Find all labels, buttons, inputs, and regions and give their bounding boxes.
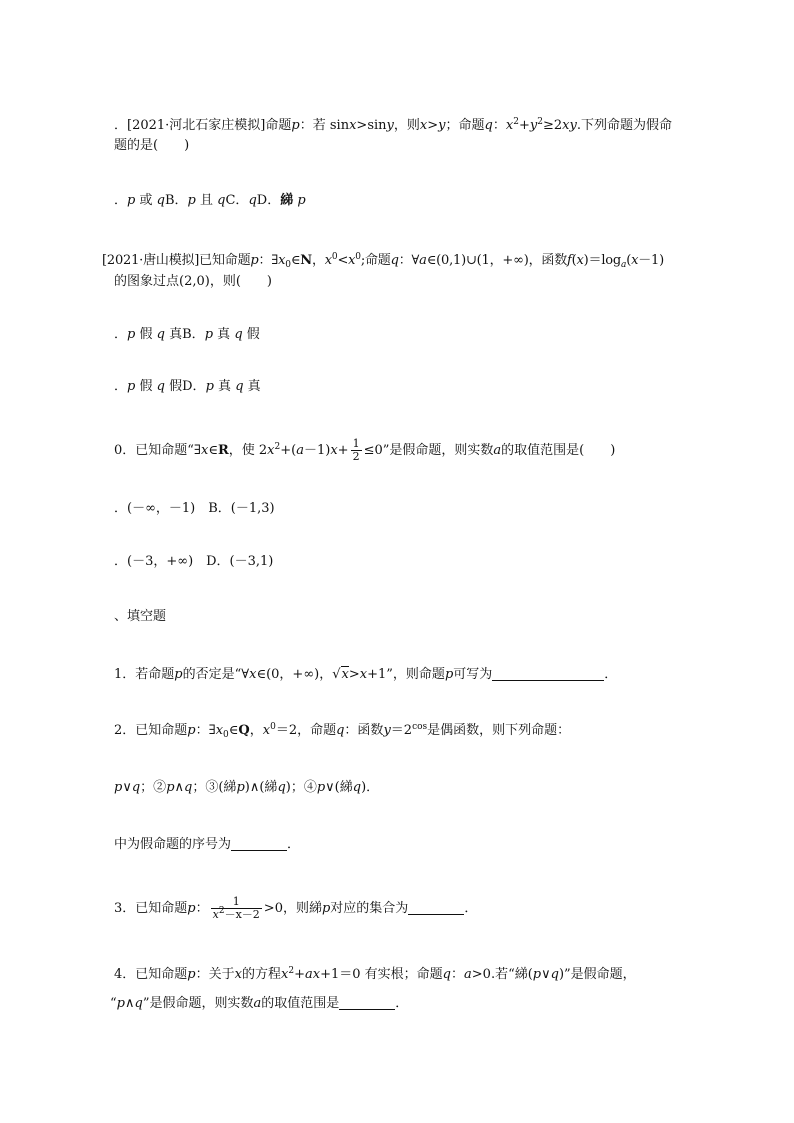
q13-text: 对应的集合为: [330, 901, 409, 916]
var-q: q: [134, 996, 143, 1011]
var-x: x: [281, 967, 289, 982]
var-q: q: [336, 723, 345, 738]
q9-option-b-label: B．: [182, 327, 205, 342]
var-q: q: [217, 193, 226, 208]
q14-text: 的取值范围是: [261, 996, 340, 1011]
sub-a: a: [621, 260, 627, 270]
fraction-denominator: 2: [352, 450, 360, 463]
q8-text: 或: [139, 193, 153, 208]
q12-text: ＝2: [390, 723, 413, 738]
q14-text: ：: [451, 967, 465, 982]
var-p: p: [444, 667, 454, 682]
q12-text: ＝2，命题: [275, 723, 337, 738]
q14-line2: [110, 995, 408, 1013]
q14-text: ∨: [541, 967, 551, 982]
q8-text: 题的是( ): [114, 138, 190, 153]
var-p: p: [250, 253, 259, 268]
var-p: p: [114, 780, 123, 795]
var-x: x: [419, 118, 428, 133]
var-q: q: [156, 379, 165, 394]
var-p: p: [204, 327, 214, 342]
fraction-denominator: [211, 906, 262, 921]
var-x: x: [215, 723, 224, 738]
q11-line: [114, 666, 617, 684]
var-x: x: [249, 667, 257, 682]
q11-number: 1．: [114, 667, 136, 682]
negation-symbol: 綈: [280, 193, 294, 208]
var-x: x: [200, 443, 209, 458]
q12-number: 2．: [114, 723, 136, 738]
var-p: p: [532, 967, 542, 982]
q11-text: 可写为: [453, 667, 493, 682]
q9-text: 假: [246, 327, 260, 342]
var-p: p: [187, 723, 196, 738]
var-p: p: [127, 193, 136, 208]
var-p: p: [127, 379, 136, 394]
var-a: a: [419, 253, 427, 268]
q14-text: ：关于: [195, 967, 235, 982]
q8-text: ：: [492, 118, 506, 133]
q12-text: )．: [361, 780, 380, 795]
q14-line1: [114, 966, 636, 984]
var-q: q: [184, 780, 193, 795]
q9-text: ∈(0,1)∪(1，+∞)，函数: [426, 253, 568, 268]
q14-text: >0.若“綈(: [471, 967, 533, 982]
q14-text: 已知命题: [135, 967, 188, 982]
q14-text: “: [110, 996, 117, 1011]
var-q: q: [235, 379, 244, 394]
q13-text: 已知命题: [135, 901, 188, 916]
q8-text: ；命题: [445, 118, 485, 133]
q9-text: ：∀: [398, 253, 420, 268]
q12-line3: [114, 836, 300, 854]
var-q: q: [131, 780, 141, 795]
answer-blank[interactable]: [339, 995, 395, 1010]
q8-line2: [114, 137, 189, 155]
q10-options-cd: [114, 553, 273, 571]
q9-text: 真: [217, 327, 231, 342]
q12-line1: [114, 722, 570, 740]
var-x: x: [267, 443, 275, 458]
q12-text: )∧(綈: [244, 780, 278, 795]
sup-2: 2: [218, 906, 225, 916]
var-x: x: [562, 118, 570, 133]
q9-text: <: [337, 253, 349, 268]
q9-line1: [102, 252, 664, 270]
q14-number: 4．: [114, 967, 136, 982]
var-x: x: [212, 908, 219, 921]
sqrt-x: x: [341, 667, 349, 682]
var-q: q: [442, 967, 451, 982]
q12-text: ∧: [174, 780, 185, 795]
q13-number: 3．: [114, 901, 136, 916]
answer-blank[interactable]: [492, 666, 604, 681]
q12-text: ：函数: [344, 723, 384, 738]
sup-0: 0: [355, 252, 361, 262]
q9-text: ：∃: [258, 253, 279, 268]
fraction-numerator: 1: [211, 896, 262, 909]
q14-text: 的方程: [241, 967, 281, 982]
q9-options-cd: ．p 假 q 假D．p 真 q 真: [114, 379, 261, 394]
q8-label: ．: [114, 118, 128, 133]
q8-text: ：若 sin: [299, 118, 350, 133]
q12-text: ．: [287, 837, 301, 852]
sup-0: 0: [331, 252, 338, 262]
q9-text: 真: [169, 327, 183, 342]
q8-text: ≥2: [542, 118, 563, 133]
q14-text: ∧: [124, 996, 135, 1011]
var-q: q: [484, 118, 493, 133]
var-y: y: [529, 118, 538, 133]
var-q: q: [248, 193, 257, 208]
var-y: y: [569, 118, 577, 133]
q12-text: ∨(綈: [325, 780, 353, 795]
q10-number: 0．: [114, 443, 136, 458]
q9-text: (: [571, 253, 577, 268]
var-y: y: [383, 723, 391, 738]
q13-line: [114, 896, 477, 921]
fraction-numerator: 1: [352, 437, 360, 450]
q14-text: ”是假命题，则实数: [142, 996, 254, 1011]
sup-0: 0: [270, 722, 276, 732]
var-x: x: [631, 253, 639, 268]
q13-text: ．: [464, 901, 478, 916]
q10-line1: [114, 438, 615, 463]
var-p: p: [297, 193, 306, 208]
q8-options: [114, 192, 306, 210]
var-x: x: [349, 118, 357, 133]
q11-text: ．: [604, 667, 618, 682]
var-x: x: [262, 723, 271, 738]
var-p: p: [187, 901, 196, 916]
set-q: Q: [238, 723, 250, 738]
var-x: x: [359, 667, 368, 682]
var-q: q: [352, 780, 362, 795]
var-x: x: [330, 443, 338, 458]
q13-text: ：: [195, 901, 209, 916]
q9-text: 的图象过点(2,0)，则( ): [114, 274, 272, 289]
q9-text: ;命题: [360, 253, 391, 268]
section-title-text: 、填空题: [114, 609, 167, 624]
q12-text: ；②: [140, 780, 167, 795]
var-x: x: [234, 967, 242, 982]
q12-line2: [114, 779, 379, 797]
q8-text: 命题: [265, 118, 292, 133]
var-p: p: [127, 327, 136, 342]
q11-text: >: [348, 667, 360, 682]
answer-blank[interactable]: [408, 900, 464, 915]
q8-text: ，则: [393, 118, 420, 133]
q14-text: )”是假命题，: [558, 967, 636, 982]
q9-text: 真: [218, 379, 232, 394]
q10-options-ab: [114, 500, 275, 518]
set-r: R: [217, 443, 229, 458]
var-p: p: [236, 780, 245, 795]
var-y: y: [438, 118, 446, 133]
sqrt-symbol: √: [332, 667, 341, 682]
q14-text: +1＝0 有实根；命题: [320, 967, 443, 982]
var-p: p: [166, 780, 175, 795]
var-y: y: [386, 118, 394, 133]
var-p: p: [174, 667, 183, 682]
q9-text: 已知命题: [199, 253, 251, 268]
q12-text: ∨: [122, 780, 132, 795]
q10-text: ∈: [208, 443, 218, 458]
q8-text: .下列命题为假命: [576, 118, 672, 133]
var-a: a: [464, 967, 472, 982]
q12-text: ：∃: [195, 723, 216, 738]
q9-text: (: [626, 253, 632, 268]
var-p: p: [187, 193, 196, 208]
q9-options-ab: ．p 假 q 真B．p 真 q 假: [114, 327, 260, 342]
q8-option-a-label: ．: [114, 193, 128, 208]
q12-text: 是偶函数，则下列命题：: [427, 723, 571, 738]
q8-text: >sin: [356, 118, 387, 133]
q10-text: 的取值范围是( ): [501, 443, 616, 458]
q8-option-d-label: D．: [256, 193, 281, 208]
var-x: x: [576, 253, 584, 268]
q8-text: +: [518, 118, 530, 133]
q14-text: ．: [395, 996, 409, 1011]
sup-cos: cos: [412, 722, 428, 732]
q11-text: +1”，则命题: [367, 667, 445, 682]
var-q: q: [156, 327, 165, 342]
q10-text: +(: [280, 443, 297, 458]
q11-text: 若命题: [135, 667, 175, 682]
q12-text: 已知命题: [135, 723, 188, 738]
q10-text: ，使 2: [228, 443, 268, 458]
var-q: q: [234, 327, 243, 342]
var-f: f: [567, 253, 572, 268]
q9-option-d-label: D．: [182, 379, 206, 394]
var-a: a: [493, 443, 502, 458]
set-n: N: [300, 253, 312, 268]
var-q: q: [550, 967, 559, 982]
q12-text: ∈: [228, 723, 239, 738]
var-x: x: [278, 253, 286, 268]
q14-text: +: [294, 967, 305, 982]
var-x: x: [348, 253, 356, 268]
q11-text: ∈(0，+∞)，: [256, 667, 333, 682]
var-a: a: [296, 443, 304, 458]
sup-2: 2: [513, 117, 519, 127]
q11-text: 的否定是“∀: [182, 667, 250, 682]
var-a: a: [253, 996, 262, 1011]
q13-text: >0，则綈: [263, 901, 322, 916]
var-p: p: [116, 996, 125, 1011]
q12-text: ，: [249, 723, 263, 738]
q12-text: ；③(綈: [192, 780, 237, 795]
var-q: q: [277, 780, 286, 795]
q10-text: +: [337, 443, 349, 458]
sup-2: 2: [288, 966, 295, 976]
q9-text: 假: [169, 379, 183, 394]
q10-text: －1): [303, 443, 331, 458]
var-q: q: [156, 193, 165, 208]
var-q: q: [390, 253, 399, 268]
q9-source: [2021·唐山模拟]: [102, 253, 200, 268]
fraction-one-half: [351, 438, 362, 463]
var-a: a: [304, 967, 313, 982]
q9-text: 假: [139, 379, 153, 394]
q12-text: 中为假命题的序号为: [114, 837, 232, 852]
sup-2: 2: [537, 117, 543, 127]
var-p: p: [205, 379, 214, 394]
q10-options-cd-text: ．(－3，+∞) D．(－3,1): [114, 554, 274, 569]
var-p: p: [316, 780, 326, 795]
q9-text: 假: [139, 327, 153, 342]
q12-text: )；④: [285, 780, 317, 795]
var-x: x: [312, 967, 321, 982]
fraction: [211, 896, 262, 921]
var-p: p: [321, 901, 331, 916]
fraction-denominator-text: －x－2: [224, 908, 260, 921]
q8-text: 且: [200, 193, 214, 208]
var-x: x: [324, 253, 332, 268]
sub-0: 0: [223, 730, 229, 740]
q9-line2: [114, 273, 272, 291]
var-x: x: [505, 118, 514, 133]
var-p: p: [187, 967, 196, 982]
q9-text: －1): [638, 253, 664, 268]
q9-text: )＝log: [583, 253, 622, 268]
section-title: [114, 608, 166, 626]
q8-option-c-label: C．: [225, 193, 249, 208]
q9-text: 真: [247, 379, 261, 394]
answer-blank[interactable]: [231, 836, 287, 851]
q10-text: 已知命题“∃: [135, 443, 201, 458]
sub-0: 0: [285, 260, 291, 270]
var-p: p: [291, 118, 300, 133]
q10-options-ab-text: ．(－∞，－1) B．(－1,3): [114, 501, 275, 516]
q9-text: ∈: [290, 253, 301, 268]
sup-2: 2: [274, 442, 281, 452]
q8-source: [2021·河北石家庄模拟]: [127, 118, 266, 133]
q8-option-b-label: B．: [164, 193, 188, 208]
q10-text: ≤0”是假命题，则实数: [363, 443, 494, 458]
q9-text: ，: [311, 253, 325, 268]
q8-line1: ．[2021·河北石家庄模拟]命题p：若 sinx>siny，则x>y；命题q：$x^2+y^2\ge 2xy$.下列命题为假命: [114, 117, 672, 133]
